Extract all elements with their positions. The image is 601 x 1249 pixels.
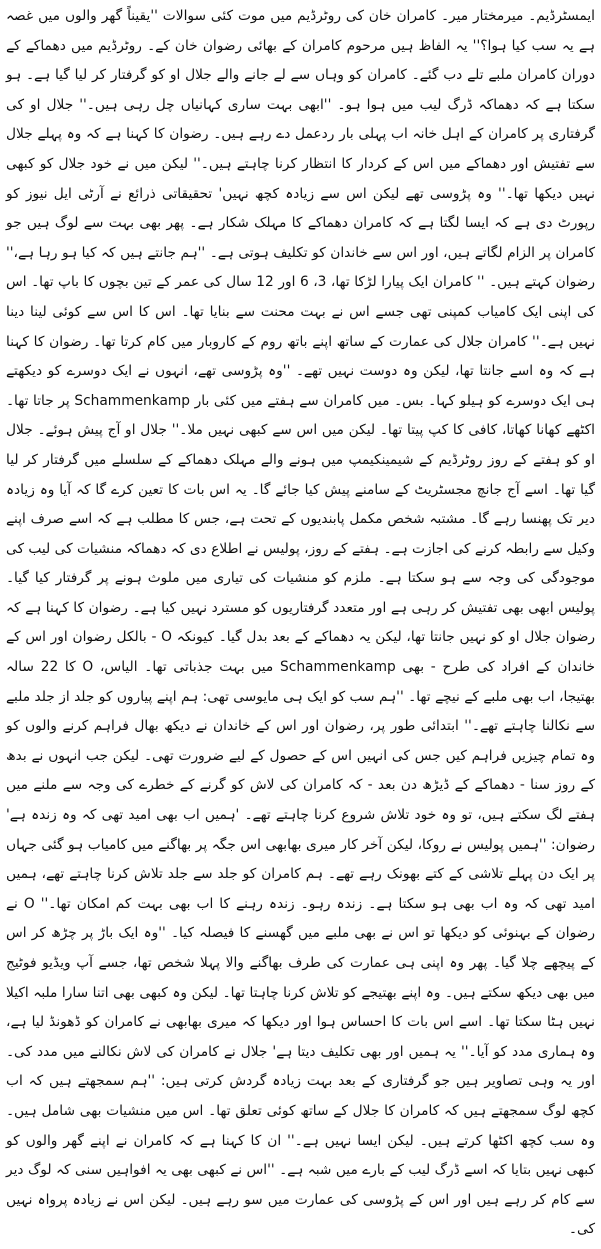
article-body: [6, 2, 595, 1245]
article-text: ایمسٹرڈیم۔ میرمختار میر۔ کامران خان کی روٹرڈیم میں موت کئی سوالات ''یقیناً گھر والوں میں غصہ ہے یہ سب کیا ہوا؟'' یہ الفاظ ہیں مرحوم کامران کے بھائی رضوان خان کے۔ روٹرڈیم میں دھماکے کے دوران کامران ملبے تلے دب گئے۔ کامران کو وہاں سے لے جانے والے جلال او کو گرفتار کر لیا گیا ہے۔ ہو سکتا ہے کہ دھماکہ ڈرگ لیب میں ہوا ہو۔ ''ابھی بہت ساری کہانیاں چل رہی ہیں۔'' جلال او کی گرفتاری پر کامران کے اہل خانہ اب پہلی بار ردعمل دے رہے ہیں۔ رضوان کا کہنا ہے کہ وہ پہلے جلال سے تفتیش اور دھماکے میں اس کے کردار کا انتظار کرنا چاہتے ہیں۔'' لیکن میں نے خود جلال کو کبھی نہیں دیکھا تھا۔'' وہ پڑوسی تھے لیکن اس سے زیادہ کچھ نہیں' تحقیقاتی ذرائع نے آرٹی ایل نیوز کو رپورٹ دی ہے کہ ایسا لگتا ہے کہ کامران دھماکے کا مہلک شکار ہے۔ پھر بھی بہت سے لوگ ہیں جو کامران پر الزام لگاتے ہیں، اور اس سے خاندان کو تکلیف ہوتی ہے۔ ''ہم جانتے ہیں کہ کیا ہو رہا ہے،'' رضوان کہتے ہیں۔ '' کامران ایک پیارا لڑکا تھا، 3، 6 اور 12 سال کی عمر کے تین بچوں کا باپ تھا۔ اس کی اپنی ایک کامیاب کمپنی تھی جسے اس نے بہت محنت سے بنایا تھا۔ اس کا اس سے کوئی لینا دینا نہیں ہے۔'' کامران جلال کی عمارت کے ساتھ اپنے باتھ روم کے کاروبار میں کام کرتا تھا۔ رضوان کا کہنا ہے کہ وہ اسے جانتا تھا، لیکن وہ دوست نہیں تھے۔ ''وہ پڑوسی تھے، انہوں نے ایک دوسرے کو دیکھتے ہی ایک دوسرے کو ہیلو کہا۔ بس۔ میں کامران سے ہفتے میں کئی بار Schammenkamp پر جاتا تھا۔ اکٹھے کھانا کھاتا، کافی کا کپ پیتا تھا۔ لیکن میں اس سے کبھی نہیں ملا۔'' جلال او آج پیش ہوئے۔ جلال او کو ہفتے کے روز روٹرڈیم کے شیمینکیمپ میں ہونے والے مہلک دھماکے کے سلسلے میں گرفتار کر لیا گیا تھا۔ اسے آج جانچ مجسٹریٹ کے سامنے پیش کیا جائے گا۔ یہ اس بات کا تعین کرے گا کہ آیا وہ زیادہ دیر تک پھنسا رہے گا۔ مشتبہ شخص مکمل پابندیوں کے تحت ہے، جس کا مطلب ہے کہ اسے صرف اپنے وکیل سے رابطہ کرنے کی اجازت ہے۔ ہفتے کے روز، پولیس نے اطلاع دی کہ دھماکہ منشیات کی لیب کی موجودگی کی وجہ سے ہو سکتا ہے۔ ملزم کو منشیات کی تیاری میں ملوث ہونے پر گرفتار کیا گیا۔ پولیس ابھی بھی تفتیش کر رہی ہے اور متعدد گرفتاریوں کو مسترد نہیں کیا ہے۔ رضوان کا کہنا ہے کہ رضوان جلال او کو نہیں جانتا تھا، لیکن یہ دھماکے کے بعد بدل گیا۔ کیونکہ O - بالکل رضوان اور اس کے خاندان کے افراد کی طرح - بھی Schammenkamp میں بہت جذباتی تھا۔ الیاس، O کا 22 سالہ بھتیجا، اب بھی ملبے کے نیچے تھا۔ ''ہم سب کو ایک ہی مایوسی تھی: ہم اپنے پیاروں کو جلد از جلد ملبے سے نکالنا چاہتے تھے۔'' ابتدائی طور پر، رضوان اور اس کے خاندان نے دیکھ بھال فراہم کرنے والوں کو وہ تمام چیزیں فراہم کیں جس کی انہیں اس کے حصول کے لیے ضرورت تھی۔ لیکن جب انہوں نے بدھ کے روز سنا - دھماکے کے ڈیڑھ دن بعد - کہ کامران کی لاش کو گرنے کے خطرے کی وجہ سے ملنے میں ہفتے لگ سکتے ہیں، تو وہ خود تلاش شروع کرنا چاہتے تھے۔ 'ہمیں اب بھی امید تھی کہ وہ زندہ ہے' رضوان: ''ہمیں پولیس نے روکا، لیکن آخر کار میری بھابھی اس جگہ پر بھاگنے میں کامیاب ہو گئی جہاں پر ایک دن پہلے تلاشی کے کتے بھونک رہے تھے۔ ہم کامران کو جلد سے جلد تلاش کرنا چاہتے تھے، ہمیں امید تھی کہ وہ اب بھی ہو سکتا ہے۔ زندہ رہو۔ زندہ رہنے کا اب بھی بہت کم امکان تھا۔'' O نے رضوان کے بہنوئی کو دیکھا تو اس نے بھی ملبے میں گھسنے کا فیصلہ کیا۔ ''وہ ایک باڑ پر چڑھ کر اس کے پیچھے چلا گیا۔ پھر وہ اپنی ہی عمارت کی طرف بھاگنے والا پہلا شخص تھا، جسے آپ ویڈیو فوٹیج میں بھی دیکھ سکتے ہیں۔ وہ اپنے بھتیجے کو تلاش کرنا چاہتا تھا۔ لیکن وہ کبھی بھی اتنا سارا ملبہ اکیلا نہیں ہٹا سکتا تھا۔ اسے اس بات کا احساس ہوا اور دیکھا کہ میری بھابھی نے کامران کو ڈھونڈ لیا ہے، وہ ہماری مدد کو آیا۔'' یہ ہمیں اور بھی تکلیف دیتا ہے' جلال نے کامران کی لاش نکالنے میں مدد کی۔ اور یہ وہی تصاویر ہیں جو گرفتاری کے بعد بہت زیادہ گردش کرتی ہیں: ''ہم سمجھتے ہیں کہ اب کچھ لوگ سمجھتے ہیں کہ کامران کا جلال کے ساتھ کوئی تعلق تھا۔ اس میں منشیات بھی شامل ہیں۔ وہ سب کچھ اکٹھا کرتے ہیں۔ لیکن ایسا نہیں ہے۔'' ان کا کہنا ہے کہ کامران نے اپنے گھر والوں کو کبھی نہیں بتایا کہ اسے ڈرگ لیب کے بارے میں شبہ ہے۔ ''اس نے کبھی بھی یہ افواہیں سنی کہ لوگ دیر سے کام کر رہے ہیں اور اس کے پڑوسی کی عمارت میں سو رہے ہیں۔ لیکن اس نے زیادہ پرواہ نہیں کی۔: [6, 8, 596, 1238]
